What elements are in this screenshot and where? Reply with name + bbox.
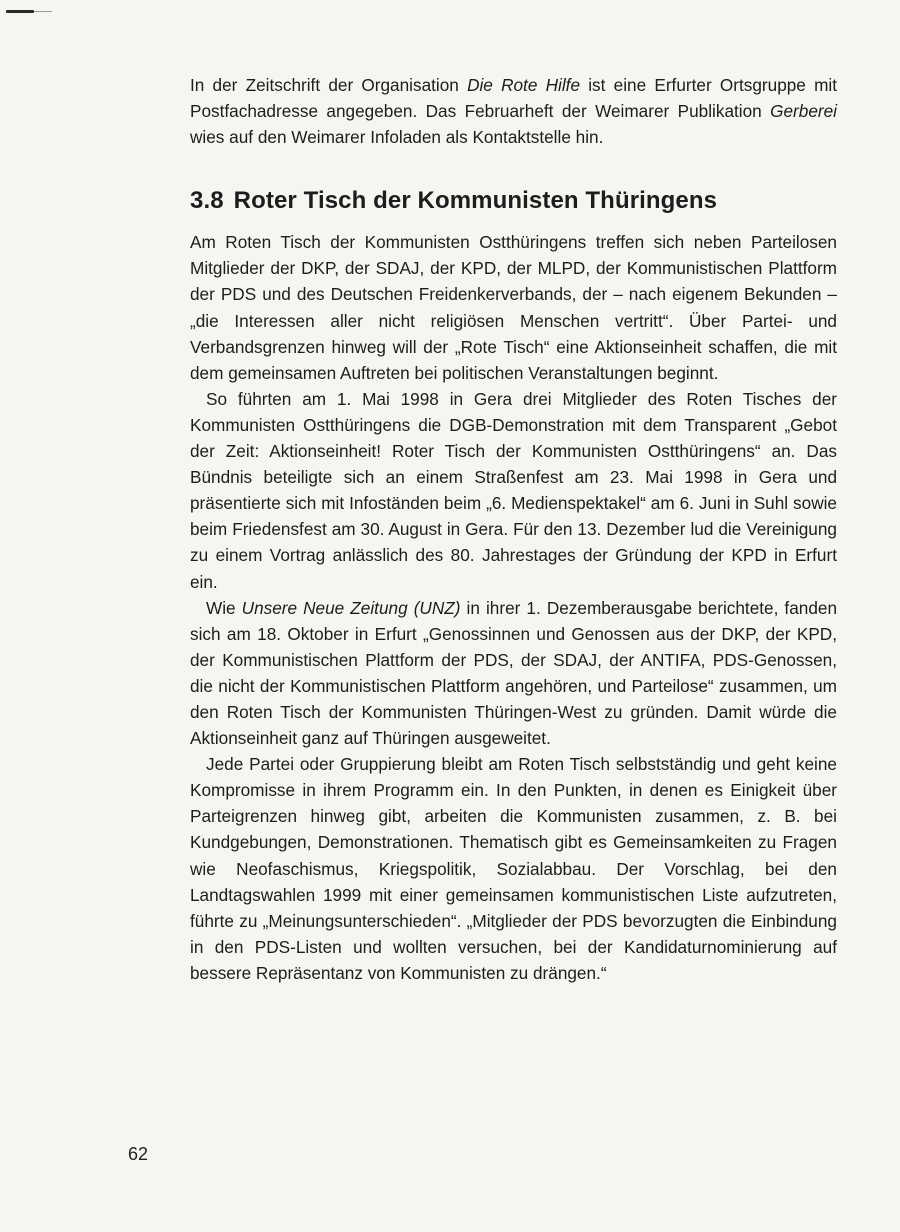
body-paragraph xyxy=(190,751,837,986)
paragraph-text: wies auf den Weimarer Infoladen als Kontaktstelle hin. xyxy=(190,127,604,148)
section-body xyxy=(190,229,837,986)
section-number: 3.8 xyxy=(190,187,224,215)
italic-title-text: Die Rote Hilfe xyxy=(467,75,581,95)
paragraph-text: ist eine Erfurter Ortsgruppe mit Postfachadresse angegeben. Das Februarheft der Weimarer Publikation xyxy=(190,75,838,122)
paragraph-text: In der Zeitschrift der Organisation xyxy=(190,75,468,95)
scan-artifact-mark xyxy=(6,10,34,13)
body-paragraph xyxy=(190,386,837,595)
paragraph-text: Jede Partei oder Gruppierung bleibt am Roten Tisch selbstständig und geht keine Kompromisse in ihrem Programm ein. In den Punkten, in denen es Einigkeit über Parteigrenzen hinweg gibt, arbeiten die Kommunisten zusammen, z. B. bei Kundgebungen, Demonstrationen. Thematisch gibt es Gemeinsamkeiten zu Fragen wie Neofaschismus, Kriegspolitik, Sozialabbau. Der Vorschlag, bei den Landtagswahlen 1999 mit einer gemeinsamen kommunistischen Liste aufzutreten, führte zu „Meinungsunterschieden“. „Mitglieder der PDS bevorzugten die Einbindung in den PDS-Listen und wollten versuchen, bei der Kandidaturnominierung auf bessere Repräsentanz von Kommunisten zu drängen.“ xyxy=(190,754,837,983)
body-paragraph xyxy=(190,595,837,752)
italic-title-text: Unsere Neue Zeitung (UNZ) xyxy=(241,597,461,618)
page-number: 62 xyxy=(128,1144,149,1164)
italic-title-text: Gerberei xyxy=(770,101,837,122)
paragraph-text: Wie xyxy=(206,597,242,618)
section-heading xyxy=(190,186,837,216)
paragraph-text: Am Roten Tisch der Kommunisten Ostthüringens treffen sich neben Parteilosen Mitglieder der DKP, der SDAJ, der KPD, der MLPD, der Kommunistischen Plattform der PDS und des Deutschen Freidenkerverbands, der – nach eigenem Bekunden – „die Interessen aller nicht religiösen Menschen vertritt“. Über Partei- und Verbandsgrenzen hinweg will der „Rote Tisch“ eine Aktionseinheit schaffen, die mit dem gemeinsamen Auftreten bei politischen Veranstaltungen beginnt. xyxy=(190,232,837,383)
paragraph-text: So führten am 1. Mai 1998 in Gera drei Mitglieder des Roten Tisches der Kommunisten Ostthüringens die DGB-Demonstration mit dem Transparent „Gebot der Zeit: Aktionseinheit! Roter Tisch der Kommunisten Ostthüringens“ an. Das Bündnis beteiligte sich an einem Straßenfest am 23. Mai 1998 in Gera und präsentierte sich mit Infoständen beim „6. Medienspektakel“ am 6. Juni in Suhl sowie beim Friedensfest am 30. August in Gera. Für den 13. Dezember lud die Vereinigung zu einem Vortrag anlässlich des 80. Jahrestages der Gründung der KPD in Erfurt ein. xyxy=(190,388,837,592)
body-paragraph xyxy=(190,229,837,386)
paragraph-text: in ihrer 1. Dezemberausgabe berichtete, fanden sich am 18. Oktober in Erfurt „Genossinnen und Genossen aus der DKP, der KPD, der Kommunistischen Plattform der PDS, der SDAJ, der ANTIFA, PDS-Genossen, die nicht der Kommunistischen Plattform angehören, und Parteilose“ zusammen, um den Roten Tisch der Kommunisten Thüringen-West zu gründen. Damit würde die Aktionseinheit ganz auf Thüringen ausgeweitet. xyxy=(190,597,838,749)
section-title: Roter Tisch der Kommunisten Thüringens xyxy=(233,187,718,215)
page-body xyxy=(190,72,837,986)
intro-paragraph xyxy=(190,72,837,150)
